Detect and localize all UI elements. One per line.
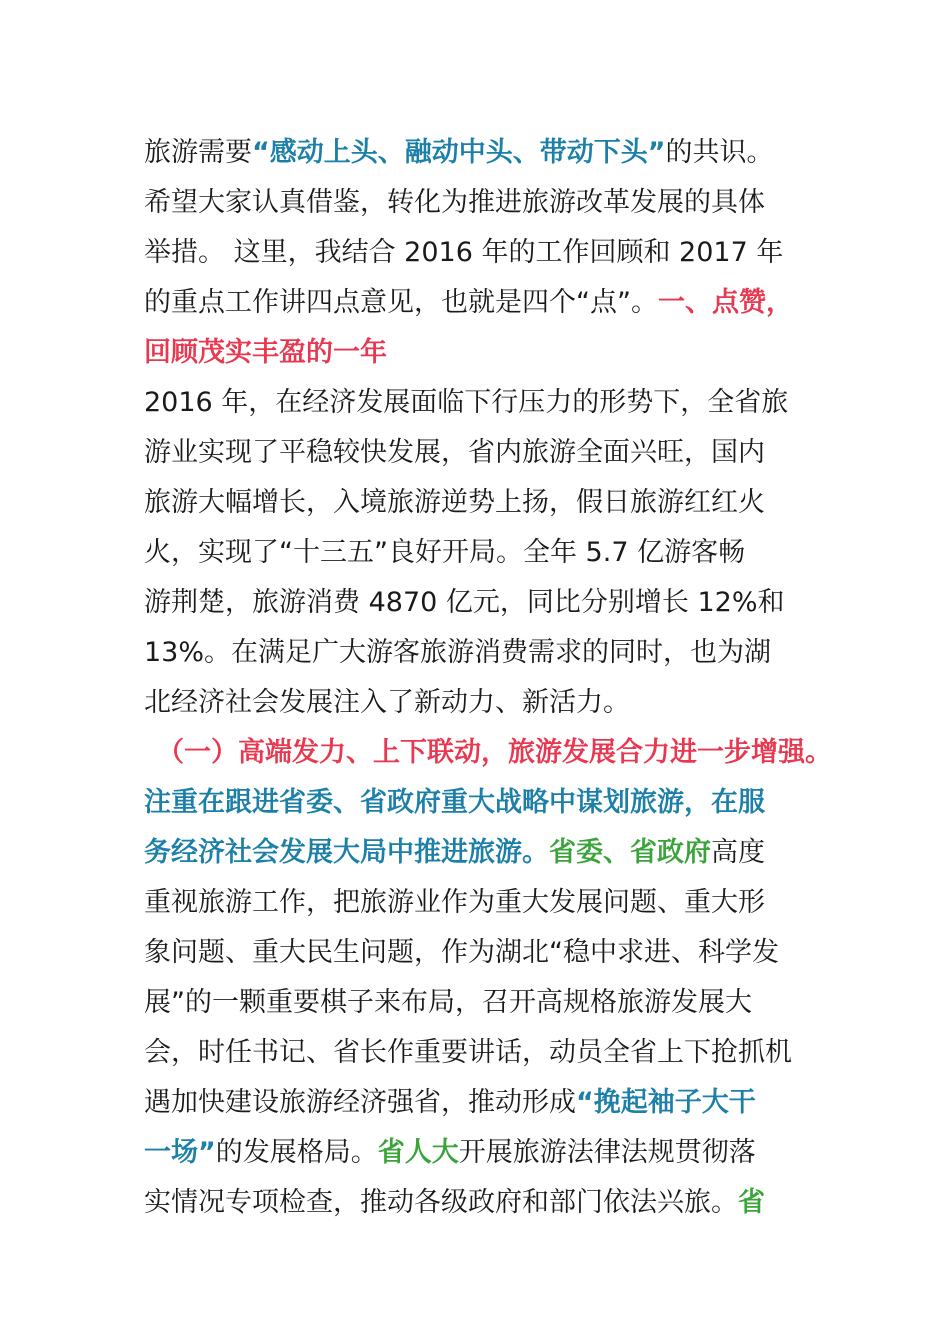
text-line: 象问题、重大民生问题，作为湖北“稳中求进、科学发 — [144, 937, 779, 968]
text-line: 会，时任书记、省长作重要讲话，动员全省上下抢抓机 — [144, 1037, 792, 1068]
highlight-phrase: “挽起袖子大干 — [576, 1087, 756, 1118]
text-span: 的重点工作讲四点意见，也就是四个“点”。 — [144, 287, 658, 318]
text-line: 希望大家认真借鉴，转化为推进旅游改革发展的具体 — [144, 187, 765, 218]
text-span: 旅游需要 — [144, 137, 252, 168]
entity-highlight: 省委、省政府 — [549, 837, 711, 868]
text-line: 展”的一颗重要棋子来布局，召开高规格旅游发展大 — [144, 987, 752, 1018]
text-line — [144, 128, 816, 178]
highlight-phrase: 一场” — [144, 1137, 216, 1168]
text-line: 举措。 这里，我结合 2016 年的工作回顾和 2017 年 — [144, 237, 784, 268]
text-span: 的发展格局。 — [215, 1137, 378, 1168]
text-span: 高度 — [711, 837, 765, 868]
text-span: 的共识。 — [665, 137, 774, 168]
document-body — [144, 128, 832, 1228]
entity-highlight: 省人大 — [377, 1137, 459, 1168]
subsection-heading: （一）高端发力、上下联动，旅游发展合力进一步增强。 — [157, 737, 832, 768]
text-line: 火，实现了“十三五”良好开局。全年 5.7 亿游客畅 — [144, 537, 746, 568]
text-line: 旅游大幅增长，入境旅游逆势上扬，假日旅游红红火 — [144, 487, 765, 518]
text-line: 北经济社会发展注入了新动力、新活力。 — [144, 687, 630, 718]
text-line — [144, 1128, 816, 1178]
text-line — [144, 1078, 816, 1128]
text-line — [144, 1178, 816, 1228]
highlight-line: 注重在跟进省委、省政府重大战略中谋划旅游，在服 — [144, 787, 765, 818]
text-line: 13%。在满足广大游客旅游消费需求的同时，也为湖 — [144, 637, 772, 668]
text-line — [144, 278, 816, 328]
text-line: 重视旅游工作，把旅游业作为重大发展问题、重大形 — [144, 887, 765, 918]
section-heading: 一、点赞， — [657, 287, 793, 318]
text-span: 实情况专项检查，推动各级政府和部门依法兴旅。 — [144, 1187, 738, 1218]
highlight-phrase: 务经济社会发展大局中推进旅游。 — [144, 837, 549, 868]
text-line: 2016 年，在经济发展面临下行压力的形势下，全省旅 — [144, 387, 789, 418]
entity-highlight: 省 — [738, 1187, 765, 1218]
text-line — [144, 828, 816, 878]
highlight-phrase: “感动上头、融动中头、带动下头” — [252, 137, 666, 168]
section-heading: 回顾茂实丰盈的一年 — [144, 337, 387, 368]
text-line: 游荆楚，旅游消费 4870 亿元，同比分别增长 12%和 — [144, 587, 785, 618]
text-span: 开展旅游法律法规贯彻落 — [458, 1137, 756, 1168]
text-span: 遇加快建设旅游经济强省，推动形成 — [144, 1087, 576, 1118]
text-line: 游业实现了平稳较快发展，省内旅游全面兴旺，国内 — [144, 437, 765, 468]
